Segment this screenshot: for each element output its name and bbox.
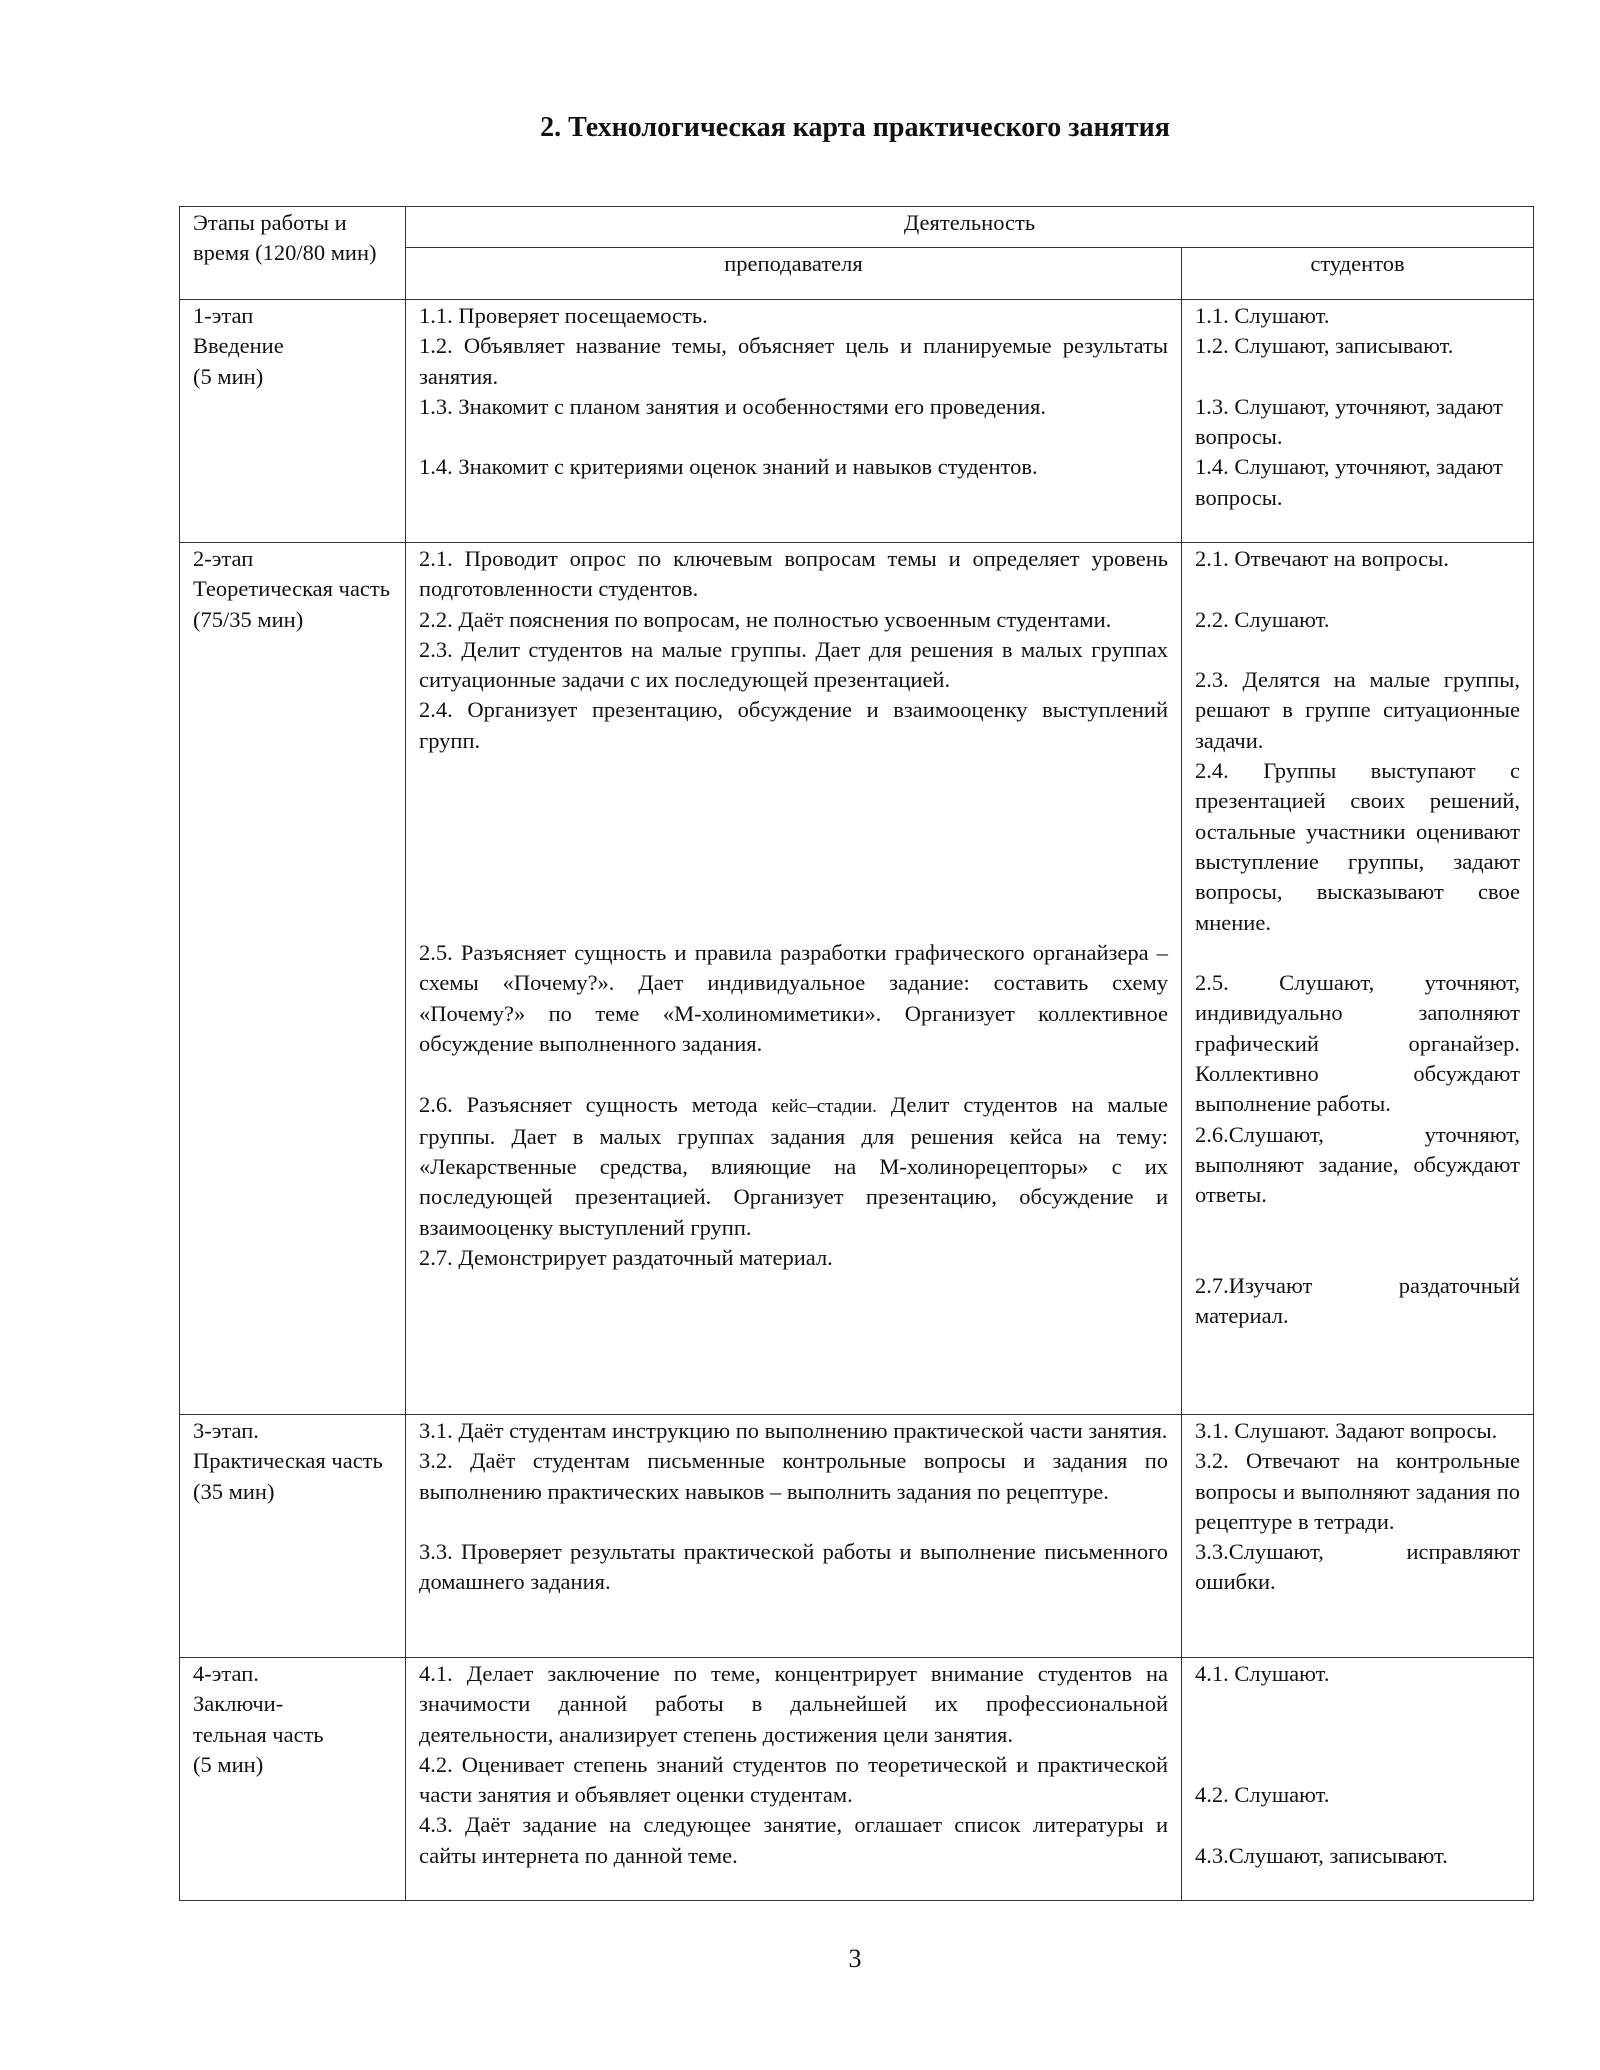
table-row: [180, 1415, 1534, 1658]
teacher-cell: 4.1. Делает заключение по теме, концентрирует внимание студентов на значимости данной работы в дальнейшей их профессиональной деятельности, анализирует степень достижения цели занятия. 4.2. Оценивает степень знаний студентов по теоретической и практической части занятия и объявляет оценки студентам. 4.3. Даёт задание на следующее занятие, оглашает список литературы и сайты интернета по данной теме.: [406, 1658, 1182, 1901]
page-title: 2. Технологическая карта практического занятия: [540, 112, 1170, 143]
header-stages: Этапы работы и время (120/80 мин): [180, 207, 406, 300]
students-cell: 2.1. Отвечают на вопросы. 2.2. Слушают. 2.3. Делятся на малые группы, решают в группе ситуационные задачи. 2.4. Группы выступают с презентацией своих решений, остальные участники оценивают выступление группы, задают вопросы, высказывают свое мнение. 2.5. Слушают, уточняют, индивидуально заполняют графический органайзер. Коллективно обсуждают выполнение работы. 2.6.Слушают, уточняют, выполняют задание, обсуждают ответы. 2.7.Изучают раздаточный материал.: [1182, 543, 1534, 1415]
stage-cell: 1-этап Введение (5 мин): [180, 300, 406, 543]
header-teacher: преподавателя: [406, 248, 1182, 300]
students-cell: 1.1. Слушают. 1.2. Слушают, записывают. 1.3. Слушают, уточняют, задают вопросы. 1.4. Слушают, уточняют, задают вопросы.: [1182, 300, 1534, 543]
page-number: 3: [848, 1944, 862, 1973]
table-header-row: [180, 207, 1534, 248]
header-activity: Деятельность: [406, 207, 1534, 248]
teacher-cell: 1.1. Проверяет посещаемость. 1.2. Объявляет название темы, объясняет цель и планируемые результаты занятия. 1.3. Знакомит с планом занятия и особенностями его проведения. 1.4. Знакомит с критериями оценок знаний и навыков студентов.: [406, 300, 1182, 543]
table-row: [180, 543, 1534, 1415]
stage-cell: 3-этап. Практическая часть (35 мин): [180, 1415, 406, 1658]
teacher-cell: 2.1. Проводит опрос по ключевым вопросам темы и определяет уровень подготовленности студентов. 2.2. Даёт пояснения по вопросам, не полностью усвоенным студентами. 2.3. Делит студентов на малые группы. Дает для решения в малых группах ситуационные задачи с их последующей презентацией. 2.4. Организует презентацию, обсуждение и взаимооценку выступлений групп. 2.5. Разъясняет сущность и правила разработки графического органайзера – схемы «Почему?». Дает индивидуальное задание: составить схему «Почему?» по теме «М-холиномиметики». Организует коллективное обсуждение выполненного задания. 2.6. Разъясняет сущность метода кейс–стадии. Делит студентов на малые группы. Дает в малых группах задания для решения кейса на тему: «Лекарственные средства, влияющие на М-холинорецепторы» с их последующей презентацией. Организует презентацию, обсуждение и взаимооценку выступлений групп. 2.7. Демонстрирует раздаточный материал.: [406, 543, 1182, 1415]
table-row: [180, 300, 1534, 543]
students-cell: 4.1. Слушают. 4.2. Слушают. 4.3.Слушают, записывают.: [1182, 1658, 1534, 1901]
header-students: студентов: [1182, 248, 1534, 300]
teacher-cell: 3.1. Даёт студентам инструкцию по выполнению практической части занятия. 3.2. Даёт студентам письменные контрольные вопросы и задания по выполнению практических навыков – выполнить задания по рецептуре. 3.3. Проверяет результаты практической работы и выполнение письменного домашнего задания.: [406, 1415, 1182, 1658]
stage-cell: 2-этап Теоретическая часть (75/35 мин): [180, 543, 406, 1415]
stage-cell: 4-этап. Заключи- тельная часть (5 мин): [180, 1658, 406, 1901]
students-cell: 3.1. Слушают. Задают вопросы. 3.2. Отвечают на контрольные вопросы и выполняют задания по рецептуре в тетради. 3.3.Слушают, исправляют ошибки.: [1182, 1415, 1534, 1658]
table-row: [180, 1658, 1534, 1901]
technology-map-table: [179, 206, 1534, 1901]
